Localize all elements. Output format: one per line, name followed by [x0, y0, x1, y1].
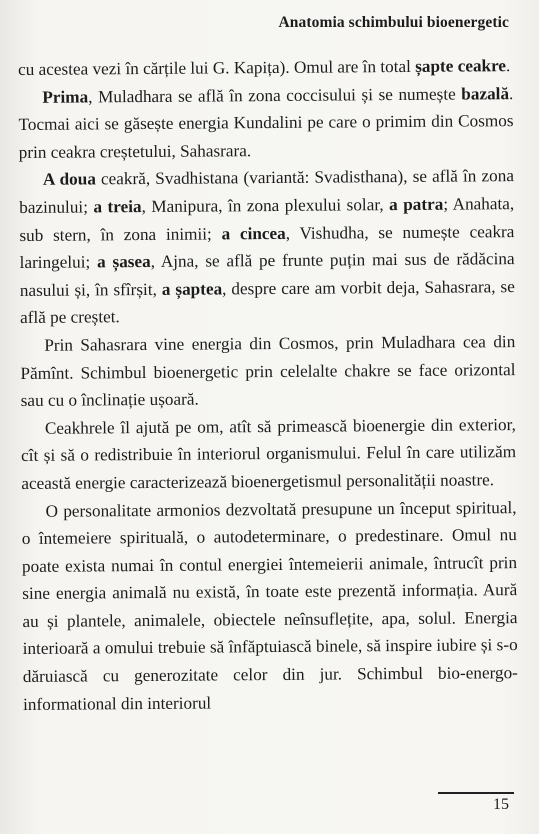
text-span: . Tocmai aici se găsește energia Kundalini pe care o primim din Cosmos prin ceakra creștetului, Sahasrara.	[18, 83, 514, 162]
page-number: 15	[493, 796, 509, 813]
footer-rule	[438, 792, 514, 794]
running-header: Anatomia schimbului bioenergetic	[278, 14, 509, 31]
bold-term: a patra	[389, 194, 444, 215]
paragraph-2	[18, 80, 514, 167]
text-span: cu acestea vezi în cărțile lui G. Kapița). Omul are în total	[18, 56, 416, 79]
text-span: , Muladhara se află în zona coccisului și se numește	[88, 84, 462, 107]
text-span: , Ajna, se află pe frunte puțin mai sus de rădăcina nasului și, în sfîrșit,	[19, 249, 515, 300]
text-span: , Vishudha, se numește ceakra laringelui;	[19, 221, 515, 273]
body-text	[18, 52, 518, 718]
bold-term: șapte ceakre	[415, 56, 507, 76]
bold-term: A doua	[42, 169, 96, 190]
bold-term: a cincea	[221, 223, 286, 243]
text-span: ; Anahata, sub stern, în zona inimii;	[19, 194, 515, 245]
text-span: , despre care am vorbit deja, Sahasrara, se află pe creștet.	[19, 276, 515, 328]
text-span: .	[505, 56, 511, 76]
text-span: ceakră, Svadhistana (variantă: Svadisthana), se află în zona bazinului;	[19, 166, 515, 217]
bold-term: a treia	[93, 197, 142, 217]
bold-term: bazală	[461, 83, 510, 104]
bold-term: a șaptea	[161, 279, 223, 299]
bold-term: Prima	[42, 87, 89, 107]
bold-term: a șasea	[96, 252, 151, 272]
paragraph-3	[19, 162, 515, 331]
paragraph-6: O personalitate armonios dezvoltată presupune un început spiritual, o întemeiere spirituală, o autodeterminare, o predestinare. Omul nu poate exista numai în contul energiei întemeierii animale, întrucît prin sine energia animală nu există, în toate este prezentă informația. Aură au și plantele, animalele, obiectele neînsuflețite, apa, solul. Energia interioară a omului trebuie să înfăptuiască binele, să inspire iubire și s-o dăruiască cu generozitate celor din jur. Schimbul bio-energo-informational din interiorul	[21, 497, 518, 714]
text-span: , Manipura, în zona plexului solar,	[141, 195, 390, 217]
paragraph-5: Ceakhrele îl ajută pe om, atît să primească bioenergie din exterior, cît și să o redistribuie în interiorul organismului. Felul în care utilizăm această energie caracterizează bioenergetismul personalității noastre.	[21, 414, 517, 493]
paragraph-1	[18, 52, 513, 83]
paragraph-4: Prin Sahasrara vine energia din Cosmos, prin Muladhara cea din Pămînt. Schimbul bioenergetic prin celelalte chakre se face orizontal sau cu o înclinație ușoară.	[20, 332, 516, 411]
